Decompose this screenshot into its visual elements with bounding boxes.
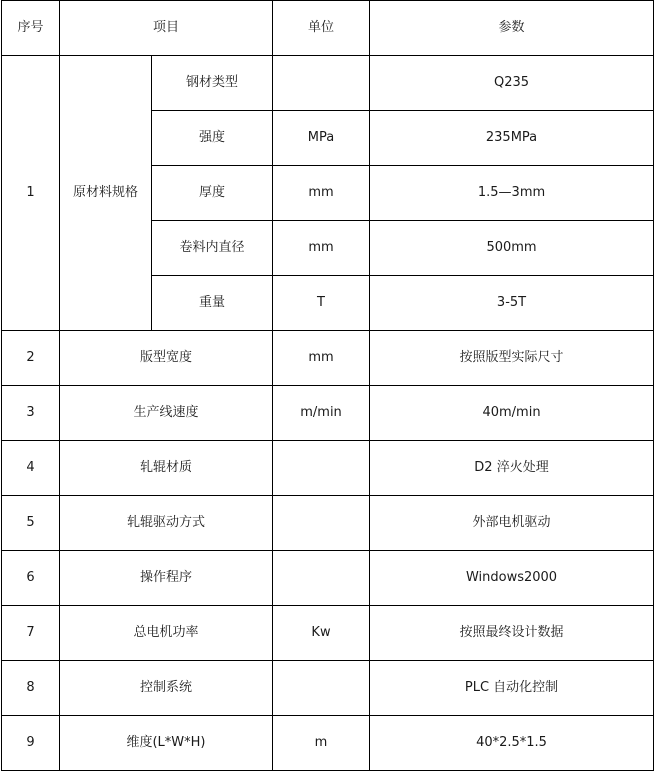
row-unit xyxy=(273,551,370,606)
sub-item: 卷料内直径 xyxy=(152,221,273,276)
group-index: 1 xyxy=(2,56,60,331)
sub-param: 3-5T xyxy=(370,276,654,331)
sub-unit: mm xyxy=(273,221,370,276)
row-index: 4 xyxy=(2,441,60,496)
table-row xyxy=(2,331,654,386)
sub-unit: MPa xyxy=(273,111,370,166)
row-unit: m/min xyxy=(273,386,370,441)
row-unit: Kw xyxy=(273,606,370,661)
table-row xyxy=(2,551,654,606)
sub-item: 钢材类型 xyxy=(152,56,273,111)
row-unit: mm xyxy=(273,331,370,386)
row-item: 操作程序 xyxy=(60,551,273,606)
sub-param: Q235 xyxy=(370,56,654,111)
sub-unit: T xyxy=(273,276,370,331)
table-row xyxy=(2,441,654,496)
row-unit: m xyxy=(273,716,370,771)
row-param: PLC 自动化控制 xyxy=(370,661,654,716)
row-unit xyxy=(273,441,370,496)
row-index: 2 xyxy=(2,331,60,386)
table-row xyxy=(2,661,654,716)
row-param: 按照版型实际尺寸 xyxy=(370,331,654,386)
row-param: 按照最终设计数据 xyxy=(370,606,654,661)
row-item: 总电机功率 xyxy=(60,606,273,661)
row-item: 生产线速度 xyxy=(60,386,273,441)
header-index: 序号 xyxy=(2,1,60,56)
row-item: 维度(L*W*H) xyxy=(60,716,273,771)
group-label: 原材料规格 xyxy=(60,56,152,331)
sub-item: 重量 xyxy=(152,276,273,331)
sub-param: 235MPa xyxy=(370,111,654,166)
table-row xyxy=(2,56,654,111)
row-index: 6 xyxy=(2,551,60,606)
row-index: 5 xyxy=(2,496,60,551)
row-param: 40*2.5*1.5 xyxy=(370,716,654,771)
sub-unit xyxy=(273,56,370,111)
sub-param: 500mm xyxy=(370,221,654,276)
row-index: 8 xyxy=(2,661,60,716)
row-index: 7 xyxy=(2,606,60,661)
row-param: Windows2000 xyxy=(370,551,654,606)
row-param: D2 淬火处理 xyxy=(370,441,654,496)
row-unit xyxy=(273,496,370,551)
sub-item: 厚度 xyxy=(152,166,273,221)
row-param: 外部电机驱动 xyxy=(370,496,654,551)
row-item: 版型宽度 xyxy=(60,331,273,386)
row-param: 40m/min xyxy=(370,386,654,441)
table-row xyxy=(2,496,654,551)
sub-item: 强度 xyxy=(152,111,273,166)
row-item: 轧辊材质 xyxy=(60,441,273,496)
row-item: 轧辊驱动方式 xyxy=(60,496,273,551)
sub-unit: mm xyxy=(273,166,370,221)
row-item: 控制系统 xyxy=(60,661,273,716)
table-row xyxy=(2,606,654,661)
row-index: 9 xyxy=(2,716,60,771)
row-unit xyxy=(273,661,370,716)
header-row xyxy=(2,1,654,56)
header-item: 项目 xyxy=(60,1,273,56)
row-index: 3 xyxy=(2,386,60,441)
sub-param: 1.5—3mm xyxy=(370,166,654,221)
header-param: 参数 xyxy=(370,1,654,56)
header-unit: 单位 xyxy=(273,1,370,56)
table-row xyxy=(2,716,654,771)
table-row xyxy=(2,386,654,441)
spec-table xyxy=(1,0,654,771)
